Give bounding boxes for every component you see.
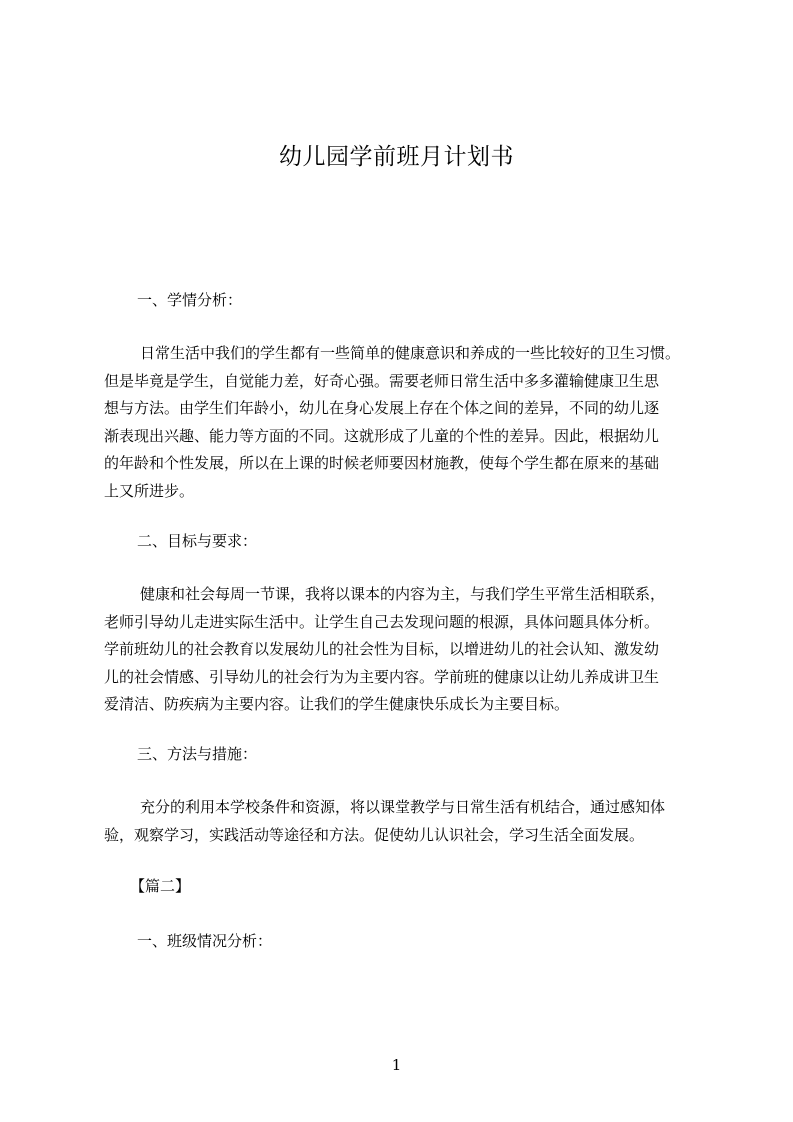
section-heading-goals: 二、目标与要求：	[137, 532, 258, 550]
paragraph-line: 健康和社会每周一节课，我将以课本的内容为主，与我们学生平常生活相联系，	[140, 585, 666, 603]
paragraph-line: 充分的利用本学校条件和资源，将以课堂教学与日常生活有机结合，通过感知体	[140, 798, 666, 816]
section-heading-class-analysis: 一、班级情况分析：	[137, 932, 273, 950]
paragraph-line: 爱清洁、防疾病为主要内容。让我们的学生健康快乐成长为主要目标。	[104, 695, 570, 714]
section-heading-methods: 三、方法与措施：	[137, 745, 258, 763]
paragraph-line: 的年龄和个性发展，所以在上课的时候老师要因材施教，使每个学生都在原来的基础	[104, 454, 660, 473]
document-title: 幼儿园学前班月计划书	[279, 144, 514, 170]
paragraph-line: 但是毕竟是学生，自觉能力差，好奇心强。需要老师日常生活中多多灌输健康卫生思	[104, 371, 660, 390]
paragraph-line: 验，观察学习，实践活动等途径和方法。促使幼儿认识社会，学习生活全面发展。	[104, 825, 645, 844]
paragraph-line: 渐表现出兴趣、能力等方面的不同。这就形成了儿童的个性的差异。因此，根据幼儿	[104, 426, 660, 445]
paragraph-line: 想与方法。由学生们年龄小，幼儿在身心发展上存在个体之间的差异，不同的幼儿逐	[104, 399, 660, 418]
paragraph-methods	[104, 794, 724, 849]
paragraph-line: 学前班幼儿的社会教育以发展幼儿的社会性为目标，以增进幼儿的社会认知、激发幼	[104, 640, 660, 659]
part-two-label: 【篇二】	[130, 877, 191, 895]
section-heading-learning-analysis: 一、学情分析：	[137, 291, 243, 309]
paragraph-line: 日常生活中我们的学生都有一些简单的健康意识和养成的一些比较好的卫生习惯。	[140, 344, 681, 362]
paragraph-line: 上又所进步。	[104, 481, 195, 500]
paragraph-goals	[104, 581, 724, 719]
paragraph-line: 老师引导幼儿走进实际生活中。让学生自己去发现问题的根源，具体问题具体分析。	[104, 612, 660, 631]
paragraph-learning-analysis	[104, 340, 724, 506]
paragraph-line: 儿的社会情感、引导幼儿的社会行为为主要内容。学前班的健康以让幼儿养成讲卫生	[104, 667, 660, 686]
page-number: 1	[391, 1056, 402, 1074]
